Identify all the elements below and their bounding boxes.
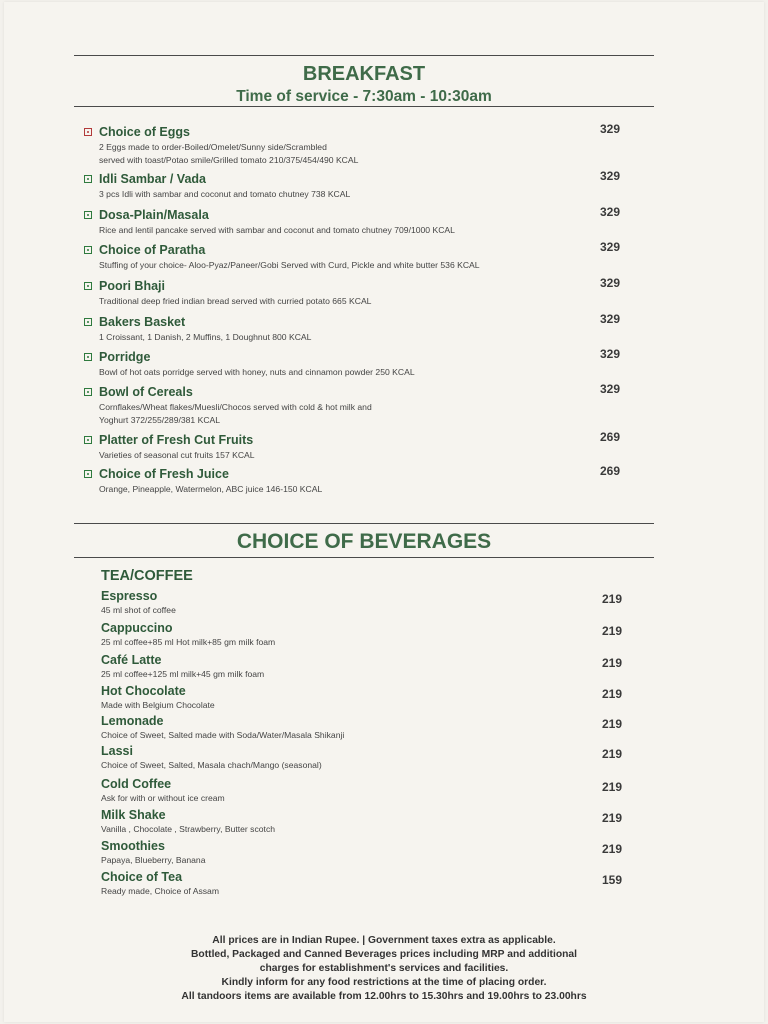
- item-name: Idli Sambar / Vada: [99, 172, 206, 186]
- description-line: Bowl of hot oats porridge served with honey, nuts and cinnamon powder 250 KCAL: [99, 367, 415, 377]
- item-price: 219: [601, 656, 622, 670]
- item-price: 219: [601, 592, 622, 606]
- veg-icon: [84, 211, 92, 219]
- item-description: [99, 449, 609, 462]
- footer-notes: [84, 934, 684, 1004]
- item-description: [99, 188, 609, 201]
- item-description: Ask for with or without ice cream: [101, 793, 225, 803]
- item-price: 329: [599, 276, 620, 290]
- item-description: [99, 141, 609, 166]
- item-price: 329: [599, 347, 620, 361]
- item-name: Smoothies: [101, 839, 165, 853]
- item-price: 219: [601, 780, 622, 794]
- item-description: [99, 331, 609, 344]
- item-name: Platter of Fresh Cut Fruits: [99, 433, 254, 447]
- item-price: 219: [601, 747, 622, 761]
- item-description: [99, 295, 609, 308]
- beverages-top-divider: [74, 523, 654, 524]
- item-description: Made with Belgium Chocolate: [101, 700, 215, 710]
- item-price: 219: [601, 811, 622, 825]
- item-price: 329: [599, 312, 620, 326]
- veg-icon: [84, 282, 92, 290]
- item-price: 219: [601, 624, 622, 638]
- description-line: Yoghurt 372/255/289/381 KCAL: [99, 414, 221, 425]
- description-line: served with toast/Potao smile/Grilled tomato 210/375/454/490 KCAL: [99, 154, 359, 165]
- item-description: 25 ml coffee+125 ml milk+45 gm milk foam: [101, 669, 265, 679]
- footer-line: charges for establishment's services and facilities.: [259, 963, 509, 974]
- item-price: 329: [599, 169, 620, 183]
- item-description: Papaya, Blueberry, Banana: [101, 855, 206, 865]
- description-line: Orange, Pineapple, Watermelon, ABC juice 146-150 KCAL: [99, 484, 323, 494]
- item-name: Milk Shake: [101, 808, 166, 822]
- veg-icon: [84, 470, 92, 478]
- item-name: Dosa-Plain/Masala: [99, 208, 209, 222]
- item-name: Porridge: [99, 350, 151, 364]
- description-line: Varieties of seasonal cut fruits 157 KCAL: [99, 450, 255, 460]
- top-divider: [74, 55, 654, 56]
- item-price: 329: [599, 205, 620, 219]
- item-price: 159: [601, 873, 622, 887]
- item-price: 329: [599, 240, 620, 254]
- item-name: Lemonade: [101, 714, 164, 728]
- item-name: Poori Bhaji: [99, 279, 165, 293]
- item-price: 219: [601, 717, 622, 731]
- item-price: 329: [599, 382, 620, 396]
- item-price: 329: [599, 122, 620, 136]
- item-description: Choice of Sweet, Salted, Masala chach/Mango (seasonal): [101, 760, 322, 770]
- item-description: [99, 259, 609, 272]
- veg-icon: [84, 175, 92, 183]
- item-name: Hot Chocolate: [101, 684, 186, 698]
- item-description: 25 ml coffee+85 ml Hot milk+85 gm milk foam: [101, 637, 276, 647]
- item-description: Choice of Sweet, Salted made with Soda/Water/Masala Shikanji: [101, 730, 345, 740]
- description-line: 3 pcs Idli with sambar and coconut and tomato chutney 738 KCAL: [99, 189, 351, 199]
- item-description: [99, 224, 609, 237]
- service-time: Time of service - 7:30am - 10:30am: [236, 88, 492, 105]
- item-name: Cappuccino: [101, 621, 173, 635]
- item-price: 269: [599, 464, 620, 478]
- footer-line: Bottled, Packaged and Canned Beverages prices including MRP and additional: [190, 949, 578, 960]
- item-price: 219: [601, 687, 622, 701]
- description-line: Rice and lentil pancake served with sambar and coconut and tomato chutney 709/1000 KCAL: [99, 225, 455, 235]
- veg-icon: [84, 246, 92, 254]
- item-name: Bowl of Cereals: [99, 385, 193, 399]
- veg-icon: [84, 353, 92, 361]
- item-price: 269: [599, 430, 620, 444]
- item-name: Choice of Eggs: [99, 125, 190, 139]
- footer-line: All prices are in Indian Rupee. | Government taxes extra as applicable.: [212, 935, 556, 946]
- breakfast-title: BREAKFAST: [302, 63, 426, 85]
- item-description: Ready made, Choice of Assam: [101, 886, 219, 896]
- item-description: 45 ml shot of coffee: [101, 605, 176, 615]
- item-name: Choice of Fresh Juice: [99, 467, 229, 481]
- description-line: Cornflakes/Wheat flakes/Muesli/Chocos served with cold & hot milk and: [99, 402, 372, 412]
- item-name: Choice of Paratha: [99, 243, 206, 257]
- item-price: 219: [601, 842, 622, 856]
- item-description: Vanilla , Chocolate , Strawberry, Butter scotch: [101, 824, 276, 834]
- item-description: [99, 366, 609, 379]
- beverages-divider: [74, 557, 654, 558]
- veg-icon: [84, 388, 92, 396]
- description-line: Stuffing of your choice- Aloo-Pyaz/Paneer/Gobi Served with Curd, Pickle and white butter 536 KCAL: [99, 260, 480, 270]
- description-line: 2 Eggs made to order-Boiled/Omelet/Sunny side/Scrambled: [99, 142, 327, 152]
- footer-line: Kindly inform for any food restrictions at the time of placing order.: [221, 977, 547, 988]
- item-name: Lassi: [101, 744, 133, 758]
- item-name: Cold Coffee: [101, 777, 172, 791]
- tea-coffee-heading: TEA/COFFEE: [101, 568, 193, 584]
- footer-line: All tandoors items are available from 12.00hrs to 15.30hrs and 19.00hrs to 23.00hrs: [181, 991, 587, 1002]
- beverages-title: CHOICE OF BEVERAGES: [236, 530, 492, 553]
- item-name: Choice of Tea: [101, 870, 183, 884]
- item-description: [99, 401, 609, 426]
- description-line: 1 Croissant, 1 Danish, 2 Muffins, 1 Doughnut 800 KCAL: [99, 332, 312, 342]
- item-name: Espresso: [101, 589, 158, 603]
- veg-icon: [84, 318, 92, 326]
- description-line: Traditional deep fried indian bread served with curried potato 665 KCAL: [99, 296, 372, 306]
- item-description: [99, 483, 609, 496]
- non-veg-icon: [84, 128, 92, 136]
- item-name: Bakers Basket: [99, 315, 186, 329]
- item-name: Café Latte: [101, 653, 162, 667]
- veg-icon: [84, 436, 92, 444]
- menu-page: [4, 2, 764, 1022]
- breakfast-divider: [74, 106, 654, 107]
